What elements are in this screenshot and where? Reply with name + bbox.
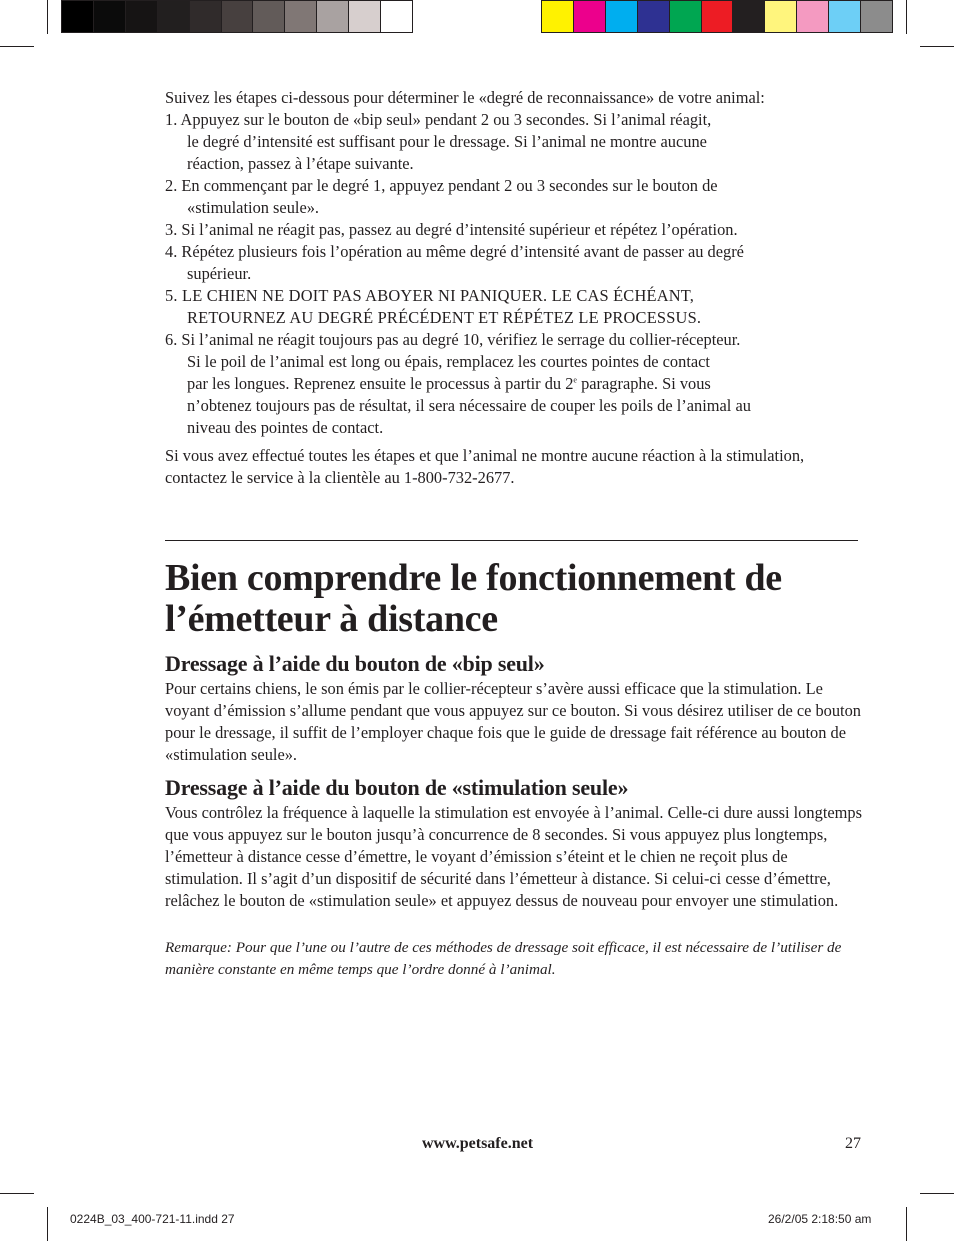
step-cont: supérieur.: [187, 264, 252, 283]
step-number: 5.: [165, 286, 178, 305]
section-body: Vous contrôlez la fréquence à laquelle la stimulation est envoyée à l’animal. Celle-ci dure aussi longtemps que vous appuyez sur le bouton jusqu’à concurrence de 8 secondes. Si vous appuyez plus longtemps, l’émetteur à distance cesse d’émettre, le voyant d’émission s’éteint et le chien ne reçoit plus de stimulation. Il s’agit d’un dispositif de sécurité dans l’émetteur à distance. Si celui-ci cesse d’émettre, relâchez le bouton de «stimulation seule» et appuyez dessus de nouveau pour envoyer une stimulation.: [165, 803, 862, 910]
section-body: Pour certains chiens, le son émis par le collier-récepteur s’avère aussi efficace que la stimulation. Le voyant d’émission s’allume pendant que vous appuyez sur ce bouton. Si vous désirez utiliser de ce bouton pour le dressage, il suffit de l’employer chaque fois que le guide de dressage fait référence au bouton de «stimulation seule».: [165, 679, 861, 764]
step-cont-text: par les longues. Reprenez ensuite le processus à partir du 2: [187, 374, 574, 393]
color-swatch: [829, 1, 861, 32]
step-cont: n’obtenez toujours pas de résultat, il sera nécessaire de couper les poils de l’animal au: [187, 396, 751, 415]
step-4: [165, 241, 865, 285]
step-1: [165, 109, 865, 175]
crop-mark-bottom-left-h: [0, 1193, 34, 1194]
page-title: [165, 558, 885, 640]
section-heading: Dressage à l’aide du bouton de «bip seul»: [165, 651, 545, 676]
color-swatch: [126, 1, 158, 32]
step-text: Appuyez sur le bouton de «bip seul» pendant 2 ou 3 secondes. Si l’animal réagit,: [180, 110, 712, 129]
step-cont: niveau des pointes de contact.: [187, 418, 384, 437]
section-stimulation-seule: [165, 775, 867, 912]
step-cont: réaction, passez à l’étape suivante.: [187, 154, 414, 173]
page-title-line: l’émetteur à distance: [165, 598, 498, 640]
color-swatch: [381, 1, 412, 32]
color-swatch: [285, 1, 317, 32]
step-number: 4.: [165, 242, 178, 261]
step-2: [165, 175, 865, 219]
superscript: e: [573, 375, 577, 385]
section-divider: [165, 540, 858, 541]
color-swatch: [765, 1, 797, 32]
color-swatch: [158, 1, 190, 32]
footer-website-link[interactable]: www.petsafe.net: [421, 1135, 534, 1152]
grayscale-color-bar: [61, 0, 413, 33]
page-title-line: Bien comprendre le fonctionnement de: [165, 557, 782, 599]
step-5: [165, 285, 865, 329]
color-swatch: [94, 1, 126, 32]
step-text: En commençant par le degré 1, appuyez pendant 2 ou 3 secondes sur le bouton de: [181, 176, 718, 195]
color-swatch: [574, 1, 606, 32]
step-number: 2.: [165, 176, 178, 195]
color-swatch: [670, 1, 702, 32]
color-swatch: [253, 1, 285, 32]
crop-mark-bottom-left-v: [47, 1207, 48, 1241]
intro-lead: Suivez les étapes ci-dessous pour déterminer le «degré de reconnaissance» de votre animal:: [165, 88, 765, 107]
color-swatch: [638, 1, 670, 32]
crop-mark-top-left-v: [47, 0, 48, 34]
color-swatch: [702, 1, 734, 32]
color-swatch: [317, 1, 349, 32]
step-cont: le degré d’intensité est suffisant pour le dressage. Si l’animal ne montre aucune: [187, 132, 707, 151]
color-swatch: [797, 1, 829, 32]
print-slug-timestamp: 26/2/05 2:18:50 am: [768, 1212, 872, 1226]
step-cont-text: paragraphe. Si vous: [576, 374, 711, 393]
color-swatch: [606, 1, 638, 32]
color-swatch: [542, 1, 574, 32]
step-cont: [165, 373, 865, 395]
step-6: [165, 329, 865, 439]
print-slug-filename: 0224B_03_400-721-11.indd 27: [70, 1212, 235, 1226]
page-number: 27: [845, 1135, 861, 1152]
crop-mark-bottom-right-h: [920, 1193, 954, 1194]
step-number: 6.: [165, 330, 178, 349]
step-number: 3.: [165, 220, 178, 239]
color-swatch: [222, 1, 254, 32]
step-number: 1.: [165, 110, 178, 129]
step-text: Répétez plusieurs fois l’opération au même degré d’intensité avant de passer au degré: [181, 242, 744, 261]
step-cont: Si le poil de l’animal est long ou épais, remplacez les courtes pointes de contact: [187, 352, 710, 371]
section-bip-seul: [165, 651, 867, 766]
crop-mark-top-right-h: [920, 46, 954, 47]
color-swatch: [733, 1, 765, 32]
intro-closing: Si vous avez effectué toutes les étapes et que l’animal ne montre aucune réaction à la stimulation, contactez le service à la clientèle au 1-800-732-2677.: [165, 446, 805, 487]
crop-mark-bottom-right-v: [906, 1207, 907, 1241]
intro-block: [165, 87, 865, 489]
step-text: Si l’animal ne réagit pas, passez au degré d’intensité supérieur et répétez l’opération.: [181, 220, 738, 239]
color-swatch: [62, 1, 94, 32]
step-text: LE CHIEN NE DOIT PAS ABOYER NI PANIQUER. LE CAS ÉCHÉANT,: [182, 286, 695, 305]
step-3: [165, 219, 865, 241]
steps-list: [165, 109, 865, 439]
step-text: Si l’animal ne réagit toujours pas au degré 10, vérifiez le serrage du collier-récepteur.: [181, 330, 741, 349]
crop-mark-top-right-v: [906, 0, 907, 34]
step-cont: «stimulation seule».: [187, 198, 320, 217]
section-heading: Dressage à l’aide du bouton de «stimulation seule»: [165, 775, 629, 800]
process-color-bar: [541, 0, 893, 33]
color-swatch: [190, 1, 222, 32]
remark-note: Remarque: Pour que l’une ou l’autre de ces méthodes de dressage soit efficace, il est nécessaire de l’utiliser de manière constante en même temps que l’ordre donné à l’animal.: [165, 939, 842, 978]
step-cont: RETOURNEZ AU DEGRÉ PRÉCÉDENT ET RÉPÉTEZ LE PROCESSUS.: [187, 308, 702, 327]
color-swatch: [349, 1, 381, 32]
crop-mark-top-left-h: [0, 46, 34, 47]
color-swatch: [861, 1, 892, 32]
